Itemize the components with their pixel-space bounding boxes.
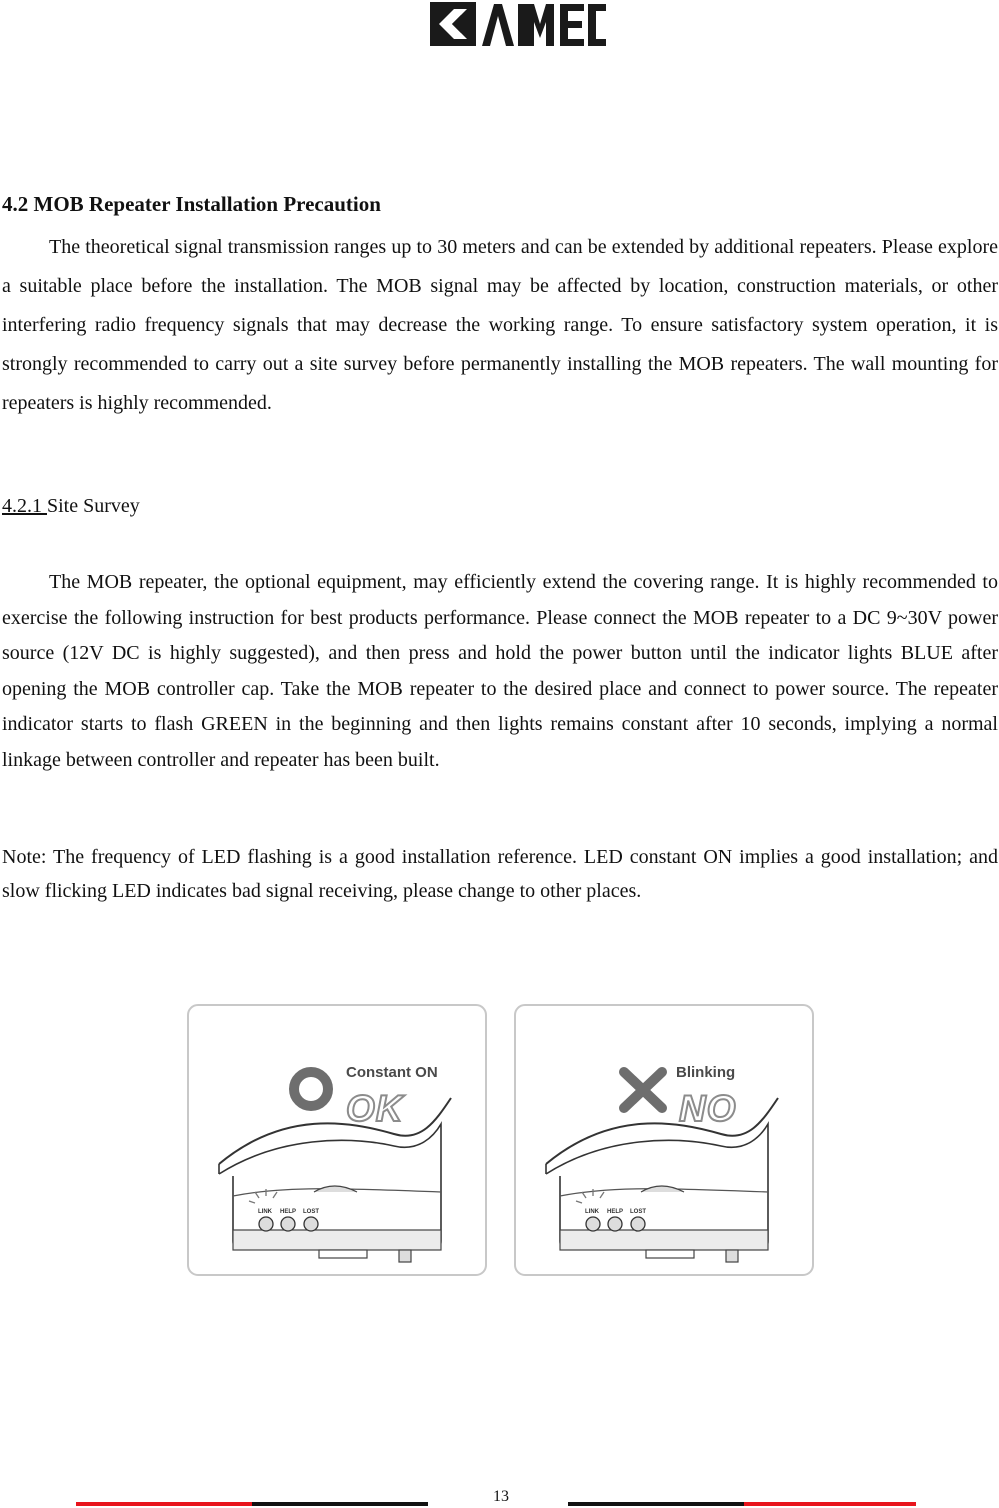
subsection-number: 4.2.1 [2, 495, 47, 517]
page-number: 13 [493, 1488, 509, 1505]
svg-text:LOST: LOST [303, 1209, 319, 1215]
svg-text:HELP: HELP [607, 1209, 624, 1215]
svg-text:LINK: LINK [585, 1209, 599, 1215]
section-title: 4.2 MOB Repeater Installation Precaution [2, 192, 381, 216]
repeater-device-illustration [219, 1098, 451, 1262]
footer-bar-right-red [744, 1502, 916, 1506]
figure-panel-no [514, 1004, 814, 1276]
repeater-device-illustration [546, 1098, 778, 1262]
svg-text:HELP: HELP [280, 1209, 297, 1215]
svg-text:LOST: LOST [630, 1209, 646, 1215]
status-blinking: Blinking [676, 1064, 736, 1081]
figure-panel-ok [187, 1004, 487, 1276]
amec-logo [430, 0, 606, 50]
verdict-ok: OK [346, 1088, 404, 1129]
note-paragraph: Note: The frequency of LED flashing is a good installation reference. LED constant ON implies a good installation; and slow flicking LED indicates bad signal receiving, please change to other places. [2, 846, 998, 902]
intro-paragraph: The theoretical signal transmission ranges up to 30 meters and can be extended by additional repeaters. Please explore a suitable place before the installation. The MOB signal may be affected by location, construction materials, or other interfering radio frequency signals that may decrease the working range. To ensure satisfactory system operation, it is strongly recommended to carry out a site survey before permanently installing the MOB repeaters. The wall mounting for repeaters is highly recommended. [2, 236, 998, 414]
footer-bar-left-red [76, 1502, 252, 1506]
status-constant-on: Constant ON [346, 1064, 438, 1081]
circle-icon [294, 1072, 328, 1106]
svg-text:LINK: LINK [258, 1209, 272, 1215]
subsection-title: Site Survey [47, 495, 140, 517]
site-survey-paragraph: The MOB repeater, the optional equipment, may efficiently extend the covering range. It is highly recommended to exercise the following instruction for best products performance. Please connect the MOB repeater to a DC 9~30V power source (12V DC is highly suggested), and then press and hold the power button until the indicator lights BLUE after opening the MOB controller cap. Take the MOB repeater to the desired place and connect to power source. The repeater indicator starts to flash GREEN in the beginning and then lights remains constant after 10 seconds, implying a normal linkage between controller and repeater has been built. [2, 571, 998, 771]
verdict-no: NO [679, 1088, 737, 1129]
cross-icon [624, 1072, 662, 1108]
footer-bar-right-black [568, 1502, 744, 1506]
footer-bar-left-black [252, 1502, 428, 1506]
subsection-heading [2, 495, 140, 518]
